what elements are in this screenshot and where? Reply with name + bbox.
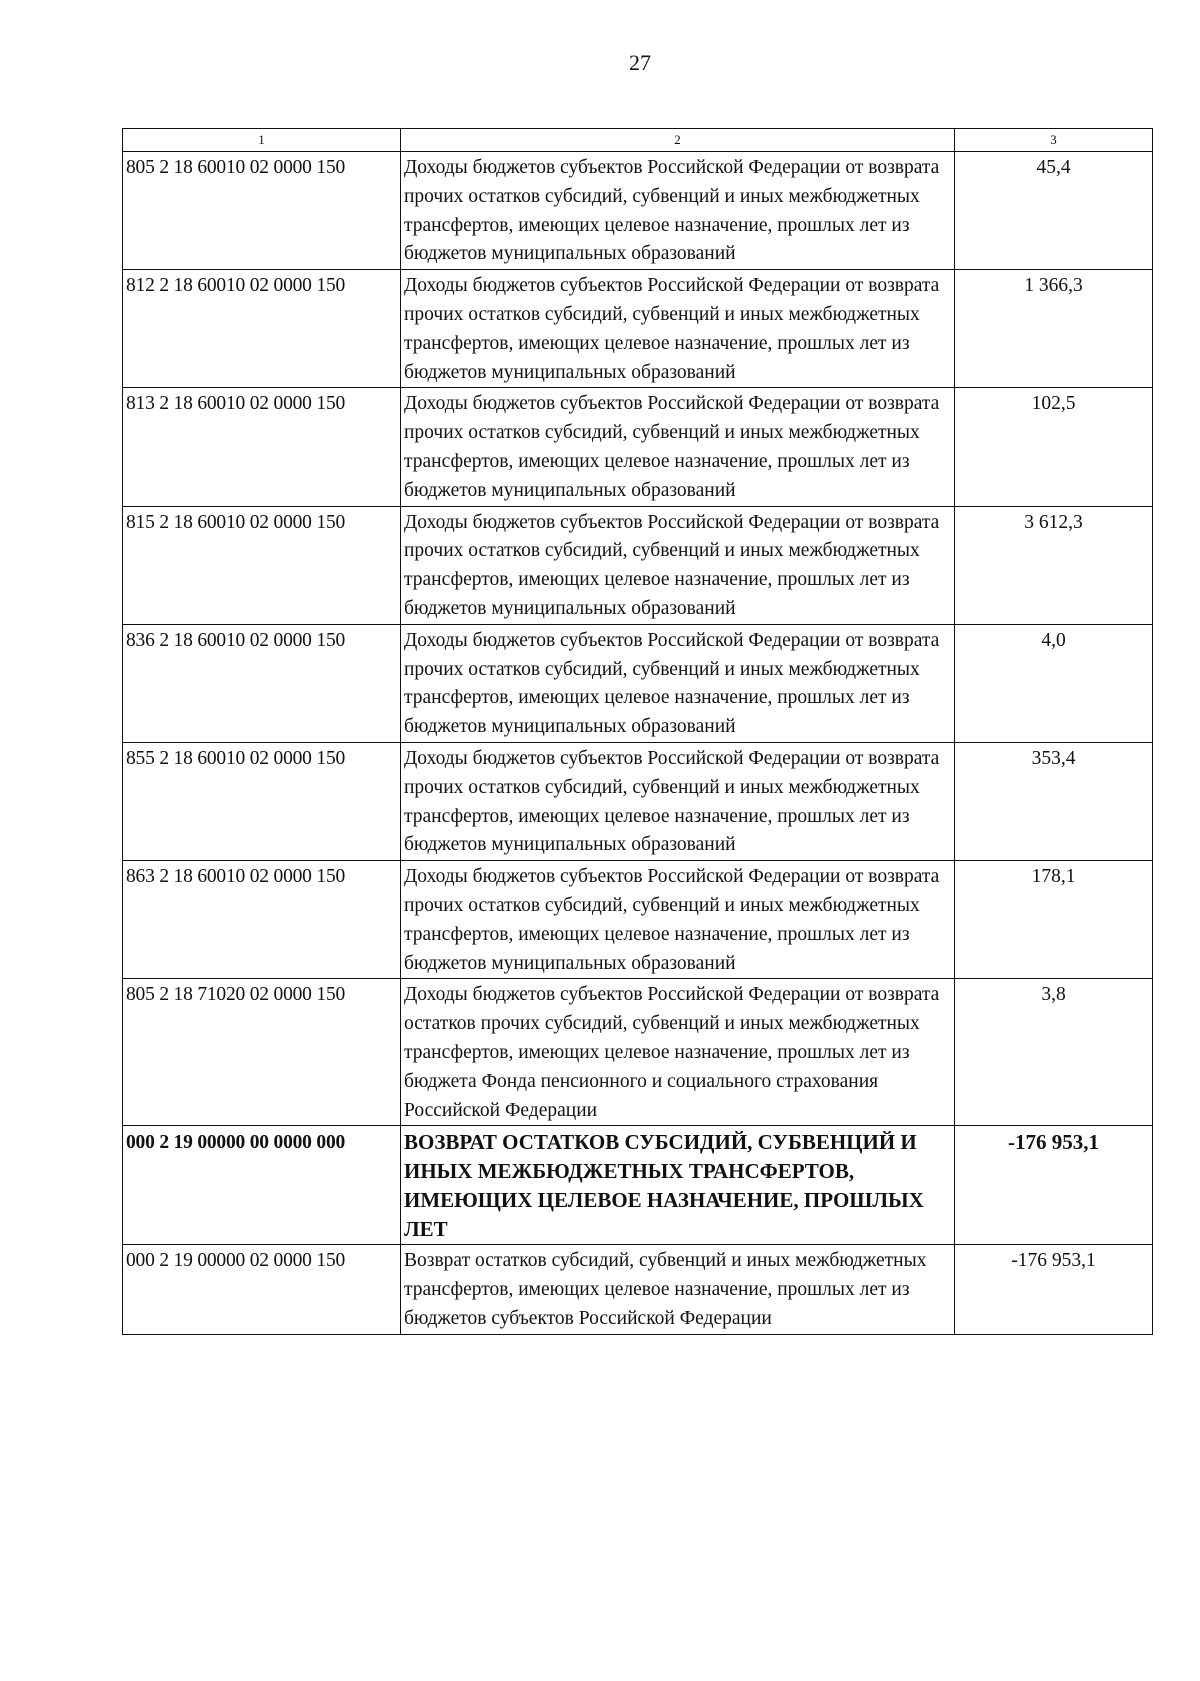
budget-code: 863 2 18 60010 02 0000 150 (123, 861, 401, 979)
table-row (123, 979, 1153, 1126)
table-row (123, 624, 1153, 742)
budget-code: 836 2 18 60010 02 0000 150 (123, 624, 401, 742)
row-description: Доходы бюджетов субъектов Российской Федерации от возврата прочих остатков субсидий, субвенций и иных межбюджетных трансфертов, имеющих целевое назначение, прошлых лет из бюджетов муниципальных образований (401, 388, 955, 506)
row-description: Доходы бюджетов субъектов Российской Федерации от возврата остатков прочих субсидий, субвенций и иных межбюджетных трансфертов, имеющих целевое назначение, прошлых лет из бюджета Фонда пенсионного и социального страхования Российской Федерации (401, 979, 955, 1126)
table-row (123, 388, 1153, 506)
budget-code: 000 2 19 00000 02 0000 150 (123, 1245, 401, 1334)
row-amount: 102,5 (955, 388, 1153, 506)
budget-code: 000 2 19 00000 00 0000 000 (123, 1126, 401, 1245)
row-amount: 45,4 (955, 152, 1153, 270)
header-row (123, 129, 1153, 152)
row-description: Доходы бюджетов субъектов Российской Федерации от возврата прочих остатков субсидий, субвенций и иных межбюджетных трансфертов, имеющих целевое назначение, прошлых лет из бюджетов муниципальных образований (401, 270, 955, 388)
row-amount: 353,4 (955, 742, 1153, 860)
row-description: Возврат остатков субсидий, субвенций и иных межбюджетных трансфертов, имеющих целевое назначение, прошлых лет из бюджетов субъектов Российской Федерации (401, 1245, 955, 1334)
row-description: Доходы бюджетов субъектов Российской Федерации от возврата прочих остатков субсидий, субвенций и иных межбюджетных трансфертов, имеющих целевое назначение, прошлых лет из бюджетов муниципальных образований (401, 152, 955, 270)
row-description: Доходы бюджетов субъектов Российской Федерации от возврата прочих остатков субсидий, субвенций и иных межбюджетных трансфертов, имеющих целевое назначение, прошлых лет из бюджетов муниципальных образований (401, 506, 955, 624)
table-row (123, 1126, 1153, 1245)
row-amount: 178,1 (955, 861, 1153, 979)
column-header-code: 1 (123, 129, 401, 152)
row-amount: -176 953,1 (955, 1245, 1153, 1334)
budget-code: 805 2 18 60010 02 0000 150 (123, 152, 401, 270)
column-header-amount: 3 (955, 129, 1153, 152)
page-number: 27 (629, 50, 651, 75)
table-row (123, 152, 1153, 270)
row-amount: 1 366,3 (955, 270, 1153, 388)
budget-code: 813 2 18 60010 02 0000 150 (123, 388, 401, 506)
column-header-description: 2 (401, 129, 955, 152)
row-amount: 3,8 (955, 979, 1153, 1126)
budget-code: 855 2 18 60010 02 0000 150 (123, 742, 401, 860)
table-row (123, 270, 1153, 388)
budget-code: 812 2 18 60010 02 0000 150 (123, 270, 401, 388)
budget-code: 805 2 18 71020 02 0000 150 (123, 979, 401, 1126)
table-row (123, 506, 1153, 624)
row-description: Доходы бюджетов субъектов Российской Федерации от возврата прочих остатков субсидий, субвенций и иных межбюджетных трансфертов, имеющих целевое назначение, прошлых лет из бюджетов муниципальных образований (401, 861, 955, 979)
table-row (123, 1245, 1153, 1334)
table-row (123, 861, 1153, 979)
table-row (123, 742, 1153, 860)
row-amount: 3 612,3 (955, 506, 1153, 624)
budget-table (122, 128, 1153, 1335)
row-amount: 4,0 (955, 624, 1153, 742)
row-description: Доходы бюджетов субъектов Российской Федерации от возврата прочих остатков субсидий, субвенций и иных межбюджетных трансфертов, имеющих целевое назначение, прошлых лет из бюджетов муниципальных образований (401, 742, 955, 860)
row-description: Доходы бюджетов субъектов Российской Федерации от возврата прочих остатков субсидий, субвенций и иных межбюджетных трансфертов, имеющих целевое назначение, прошлых лет из бюджетов муниципальных образований (401, 624, 955, 742)
budget-code: 815 2 18 60010 02 0000 150 (123, 506, 401, 624)
row-description: ВОЗВРАТ ОСТАТКОВ СУБСИДИЙ, СУБВЕНЦИЙ И ИНЫХ МЕЖБЮДЖЕТНЫХ ТРАНСФЕРТОВ, ИМЕЮЩИХ ЦЕЛЕВОЕ НАЗНАЧЕНИЕ, ПРОШЛЫХ ЛЕТ (401, 1126, 955, 1245)
row-amount: -176 953,1 (955, 1126, 1153, 1245)
